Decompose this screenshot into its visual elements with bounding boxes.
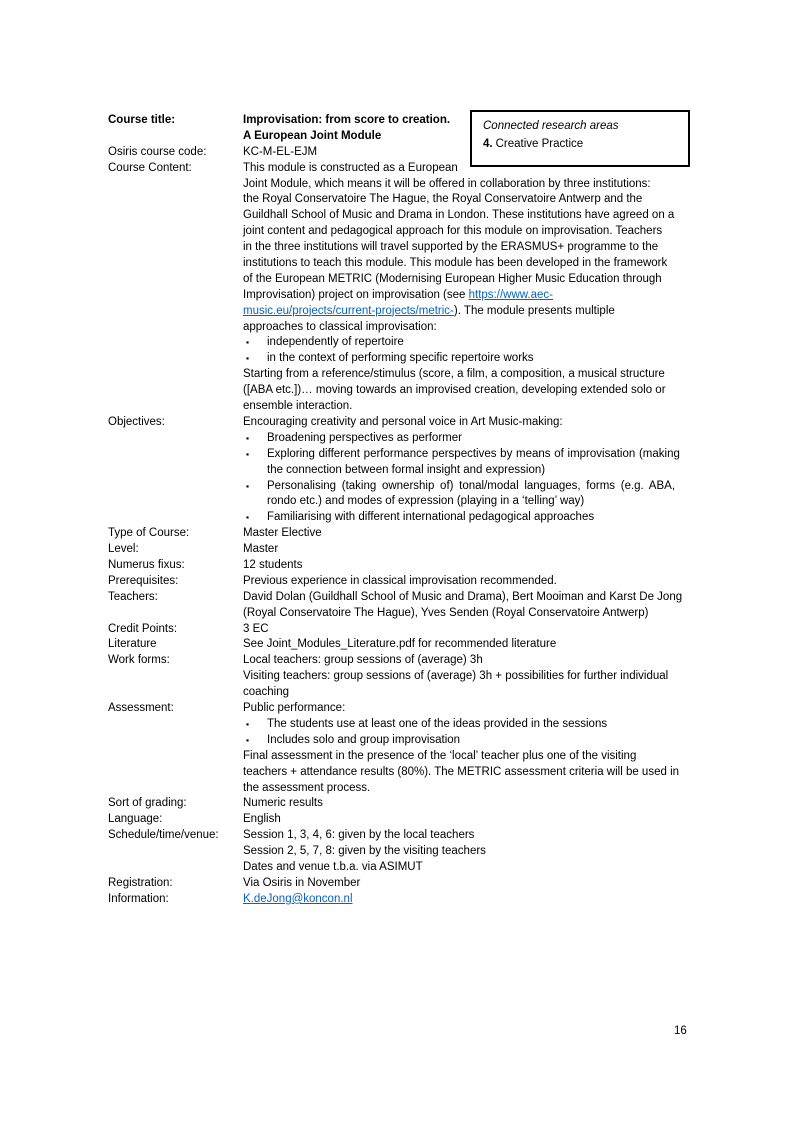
text-line <box>243 447 768 463</box>
field-value-course-title <box>243 113 768 145</box>
field-value-language <box>243 812 768 828</box>
field-value-credit-points <box>243 622 768 638</box>
text-line <box>243 828 768 844</box>
bullet-icon: ▪ <box>246 448 250 459</box>
text-segment: independently of repertoire <box>267 336 404 349</box>
bullet-icon: ▪ <box>246 718 250 729</box>
row-course-title <box>108 113 768 145</box>
text-segment: Visiting teachers: group sessions of (average) 3h + possibilities for further individual <box>243 670 669 683</box>
text-segment: Familiarising with different international pedagogical approaches <box>267 511 595 524</box>
text-line <box>243 256 768 272</box>
field-label-prerequisites: Prerequisites: <box>108 574 179 587</box>
row-language <box>108 812 768 828</box>
text-segment: Final assessment in the presence of the ‘local’ teacher plus one of the visiting <box>243 749 637 762</box>
field-label-language: Language: <box>108 813 163 826</box>
field-label-literature: Literature <box>108 638 157 651</box>
bullet-text <box>267 479 675 495</box>
metric-project-link[interactable]: music.eu/projects/current-projects/metric- <box>243 304 454 317</box>
text-line <box>243 669 768 685</box>
field-value-assessment <box>243 701 768 796</box>
text-line <box>243 685 768 701</box>
text-segment: Session 1, 3, 4, 6: given by the local teachers <box>243 829 475 842</box>
text-segment: teachers + attendance results (80%). The METRIC assessment criteria will be used in <box>243 765 680 778</box>
text-line <box>243 463 768 479</box>
text-line <box>243 240 768 256</box>
field-value-course-content <box>243 161 768 415</box>
text-line <box>243 510 768 526</box>
text-line <box>243 177 768 193</box>
field-label-information: Information: <box>108 892 169 905</box>
text-line <box>243 622 768 638</box>
field-label-registration: Registration: <box>108 876 173 889</box>
row-schedule-time-venue <box>108 828 768 876</box>
row-type-of-course <box>108 526 768 542</box>
field-label-sort-of-grading: Sort of grading: <box>108 797 187 810</box>
text-segment: Exploring different performance perspectives by means of improvisation (making <box>267 447 680 460</box>
text-line <box>243 637 768 653</box>
text-line <box>243 304 768 320</box>
text-line <box>243 860 768 876</box>
row-registration <box>108 876 768 892</box>
row-credit-points <box>108 622 768 638</box>
row-osiris-course-code <box>108 145 768 161</box>
text-line <box>243 494 768 510</box>
bullet-text <box>267 351 534 367</box>
text-segment: Improvisation: from score to creation. <box>243 114 451 126</box>
text-line <box>243 749 768 765</box>
text-segment: ). The module presents multiple <box>453 304 615 317</box>
row-level <box>108 542 768 558</box>
text-segment: the assessment process. <box>243 781 371 794</box>
research-area-number: 4. <box>483 138 493 150</box>
bullet-icon: ▪ <box>246 353 250 364</box>
field-value-objectives <box>243 415 768 526</box>
bullet-text <box>267 447 680 463</box>
text-line <box>243 161 768 177</box>
text-line <box>243 224 768 240</box>
field-value-registration <box>243 876 768 892</box>
bullet-text <box>267 717 607 733</box>
bullet-icon: ▪ <box>246 432 250 443</box>
row-information <box>108 892 768 908</box>
text-line <box>243 558 768 574</box>
text-line <box>243 717 768 733</box>
text-line <box>243 781 768 797</box>
text-segment: rondo etc.) and modes of expression (playing in a ‘telling’ way) <box>267 495 585 508</box>
text-segment: 12 students <box>243 558 303 571</box>
text-segment: Session 2, 5, 7, 8: given by the visiting teachers <box>243 845 486 858</box>
text-line <box>243 288 768 304</box>
text-segment: (Royal Conservatoire The Hague), Yves Senden (Royal Conservatoire Antwerp) <box>243 606 649 619</box>
text-line <box>243 208 768 224</box>
text-line <box>243 113 768 129</box>
email-link[interactable]: K.deJong@koncon.nl <box>243 892 353 905</box>
text-segment: A European Joint Module <box>243 129 382 142</box>
text-segment: institutions to teach this module. This module has been developed in the framework <box>243 257 668 270</box>
field-value-numerus-fixus <box>243 558 768 574</box>
text-line <box>243 335 768 351</box>
text-segment: ([ABA etc.])… moving towards an improvised creation, developing extended solo or <box>243 384 666 397</box>
text-segment: Includes solo and group improvisation <box>267 733 461 746</box>
text-segment: coaching <box>243 686 290 699</box>
row-objectives <box>108 415 768 526</box>
text-line <box>243 399 768 415</box>
text-segment: Master Elective <box>243 527 322 540</box>
row-literature <box>108 637 768 653</box>
text-line <box>243 733 768 749</box>
text-line <box>243 701 768 717</box>
text-segment: Public performance: <box>243 702 346 715</box>
text-segment: in the context of performing specific repertoire works <box>267 352 534 365</box>
text-segment: English <box>243 813 281 826</box>
bullet-text <box>267 510 594 526</box>
fields <box>108 113 768 908</box>
research-area-label: Creative Practice <box>495 138 584 150</box>
text-segment: Via Osiris in November <box>243 876 361 889</box>
field-label-type-of-course: Type of Course: <box>108 527 190 540</box>
row-numerus-fixus <box>108 558 768 574</box>
field-value-literature <box>243 637 768 653</box>
row-course-content <box>108 161 768 415</box>
text-line <box>243 796 768 812</box>
field-value-teachers <box>243 590 768 622</box>
text-line <box>243 542 768 558</box>
row-work-forms <box>108 653 768 701</box>
row-prerequisites <box>108 574 768 590</box>
metric-project-link[interactable]: https://www.aec- <box>468 288 553 301</box>
text-segment: Dates and venue t.b.a. via ASIMUT <box>243 861 423 873</box>
field-label-course-title: Course title: <box>108 114 176 126</box>
field-value-level <box>243 542 768 558</box>
field-label-credit-points: Credit Points: <box>108 622 178 635</box>
text-line <box>243 844 768 860</box>
field-label-objectives: Objectives: <box>108 415 165 428</box>
text-segment: Guildhall School of Music and Drama in London. These institutions have agreed on a <box>243 209 675 222</box>
bullet-icon: ▪ <box>246 734 250 745</box>
text-segment: Local teachers: group sessions of (average) 3h <box>243 654 483 667</box>
text-segment: Broadening perspectives as performer <box>267 431 462 444</box>
text-line <box>243 526 768 542</box>
text-line <box>243 145 768 161</box>
field-value-type-of-course <box>243 526 768 542</box>
field-value-schedule-time-venue <box>243 828 768 876</box>
text-segment: The students use at least one of the ideas provided in the sessions <box>267 717 608 730</box>
text-segment: Joint Module, which means it will be offered in collaboration by three institutions: <box>243 177 651 190</box>
text-line <box>243 129 768 145</box>
bullet-icon: ▪ <box>246 337 250 348</box>
field-value-information <box>243 892 768 908</box>
field-label-osiris-course-code: Osiris course code: <box>108 145 207 158</box>
text-line <box>243 574 768 590</box>
text-segment: approaches to classical improvisation: <box>243 320 437 333</box>
text-line <box>243 192 768 208</box>
text-segment: Previous experience in classical improvisation recommended. <box>243 574 557 587</box>
text-line <box>243 351 768 367</box>
text-line <box>243 479 768 495</box>
field-label-teachers: Teachers: <box>108 590 158 603</box>
text-line <box>243 590 768 606</box>
text-line <box>243 892 768 908</box>
text-segment: This module is constructed as a European <box>243 161 458 174</box>
text-segment: See Joint_Modules_Literature.pdf for recommended literature <box>243 638 557 651</box>
text-line <box>243 415 768 431</box>
field-value-prerequisites <box>243 574 768 590</box>
text-segment: ensemble interaction. <box>243 400 353 413</box>
bullet-text <box>267 335 404 351</box>
field-label-numerus-fixus: Numerus fixus: <box>108 558 185 571</box>
field-label-level: Level: <box>108 543 139 556</box>
field-value-sort-of-grading <box>243 796 768 812</box>
text-line <box>243 653 768 669</box>
bullet-text <box>267 733 460 749</box>
text-segment: Improvisation) project on improvisation (see <box>243 288 469 301</box>
text-segment: the Royal Conservatoire The Hague, the Royal Conservatoire Antwerp and the <box>243 193 643 206</box>
row-assessment <box>108 701 768 796</box>
text-segment: Personalising (taking ownership of) tonal/modal languages, forms (e.g. ABA, <box>267 479 676 492</box>
text-segment: Numeric results <box>243 797 323 810</box>
text-line <box>243 765 768 781</box>
text-line <box>243 606 768 622</box>
text-segment: joint content and pedagogical approach for this module on improvisation. Teachers <box>243 225 663 238</box>
text-segment: David Dolan (Guildhall School of Music and Drama), Bert Mooiman and Karst De Jong <box>243 590 683 603</box>
field-value-work-forms <box>243 653 768 701</box>
text-segment: Starting from a reference/stimulus (score, a film, a composition, a musical structure <box>243 368 665 381</box>
page-number: 16 <box>674 1025 687 1037</box>
field-label-schedule-time-venue: Schedule/time/venue: <box>108 829 219 842</box>
field-label-assessment: Assessment: <box>108 702 174 715</box>
text-line <box>243 320 768 336</box>
bullet-icon: ▪ <box>246 512 250 523</box>
field-label-work-forms: Work forms: <box>108 654 170 667</box>
row-teachers <box>108 590 768 622</box>
row-sort-of-grading <box>108 796 768 812</box>
text-line <box>243 431 768 447</box>
text-line <box>243 272 768 288</box>
bullet-text <box>267 431 462 447</box>
text-segment: in the three institutions will travel supported by the ERASMUS+ programme to the <box>243 241 659 254</box>
field-value-osiris-course-code <box>243 145 768 161</box>
text-segment: KC-M-EL-EJM <box>243 145 318 158</box>
field-label-course-content: Course Content: <box>108 161 192 174</box>
text-segment: the connection between formal insight and expression) <box>267 463 546 476</box>
text-line <box>243 812 768 828</box>
text-line <box>243 367 768 383</box>
text-segment: Encouraging creativity and personal voice in Art Music-making: <box>243 415 563 428</box>
bullet-icon: ▪ <box>246 480 250 491</box>
text-segment: 3 EC <box>243 622 269 635</box>
text-segment: Master <box>243 543 279 556</box>
text-line <box>243 876 768 892</box>
text-segment: of the European METRIC (Modernising European Higher Music Education through <box>243 272 662 285</box>
text-line <box>243 383 768 399</box>
research-box-title: Connected research areas <box>483 120 619 132</box>
